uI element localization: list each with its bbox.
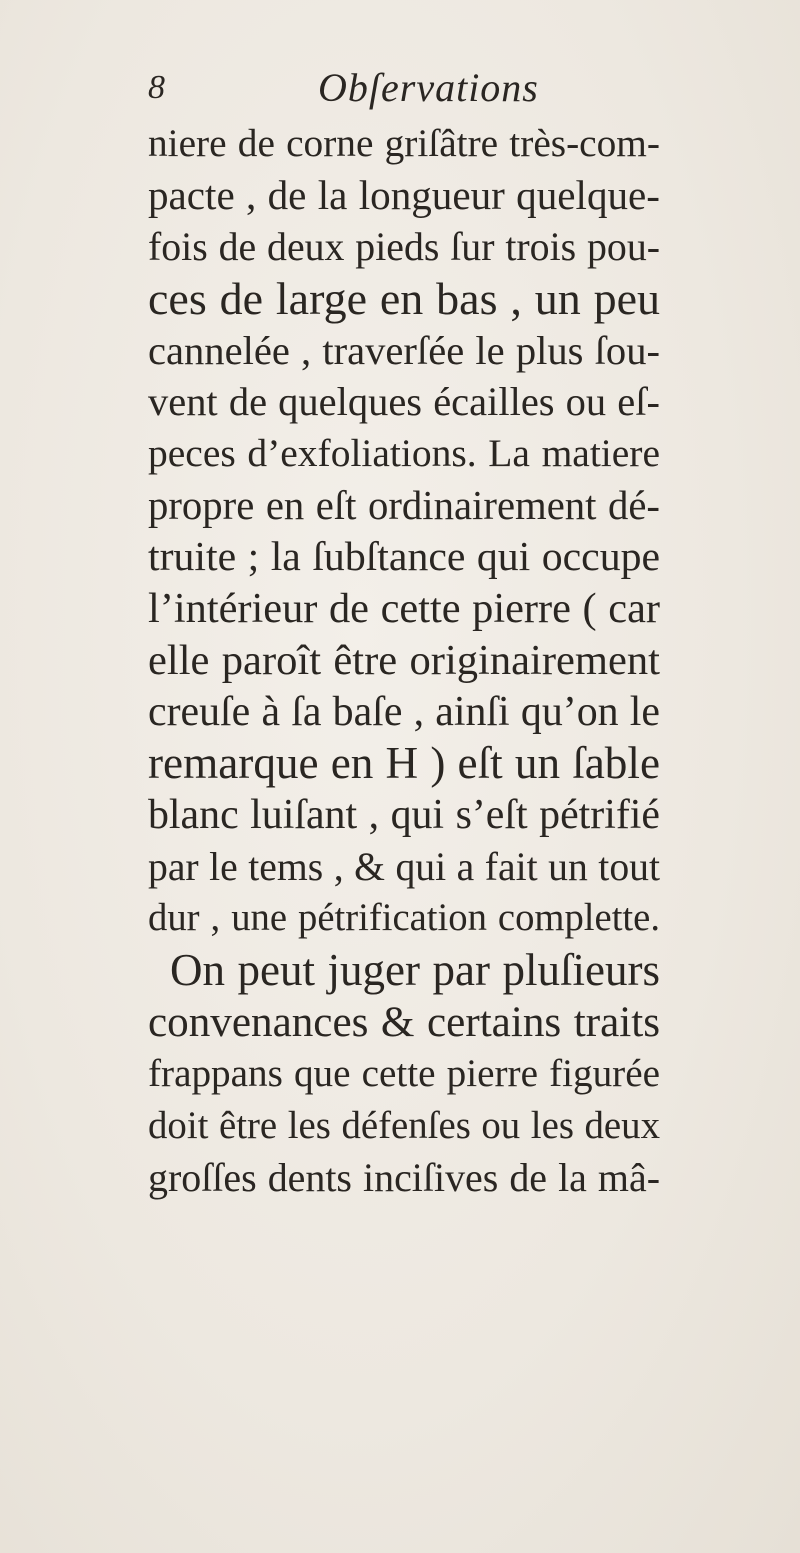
running-title: Obſervations [318,65,539,110]
text-line: ces de large en bas , un peu [148,273,660,325]
text-line: groſſes dents inciſives de la mâ- [148,1154,660,1200]
text-line: pacte , de la longueur quelque- [148,171,660,218]
text-line: blanc luiſant , qui s’eſt pétrifié [148,791,660,838]
text-line: propre en eſt ordinairement dé- [148,482,660,528]
text-line: dur , une pétrification complette. [148,897,660,940]
paragraph-start-line: On peut juger par pluſieurs [170,945,660,995]
text-line: elle paroît être originairement [148,636,660,684]
text-line: niere de corne griſâtre très-com- [148,121,660,165]
text-line: truite ; la ſubſtance qui occupe [148,533,660,580]
text-line: frappans que cette pierre figurée [148,1052,660,1096]
page-number: 8 [148,69,165,106]
text-line: par le tems , & qui a fait un tout [148,844,660,889]
text-line: cannelée , traverſée le plus ſou- [148,327,660,373]
body-text [148,118,660,1203]
text-line: vent de quelques écailles ou eſ- [148,379,660,425]
text-line: convenances & certains traits [148,998,660,1046]
text-line: peces d’exfoliations. La matiere [148,431,660,476]
text-line: l’intérieur de cette pierre ( car [148,585,660,633]
text-line: creuſe à ſa baſe , ainſi qu’on le [148,688,660,735]
text-line: doit être les défenſes ou les deux [148,1104,660,1148]
running-head [148,62,668,114]
text-line: remarque en H ) eſt un ſable [148,738,660,789]
text-line: fois de deux pieds ſur trois pou- [148,224,660,270]
